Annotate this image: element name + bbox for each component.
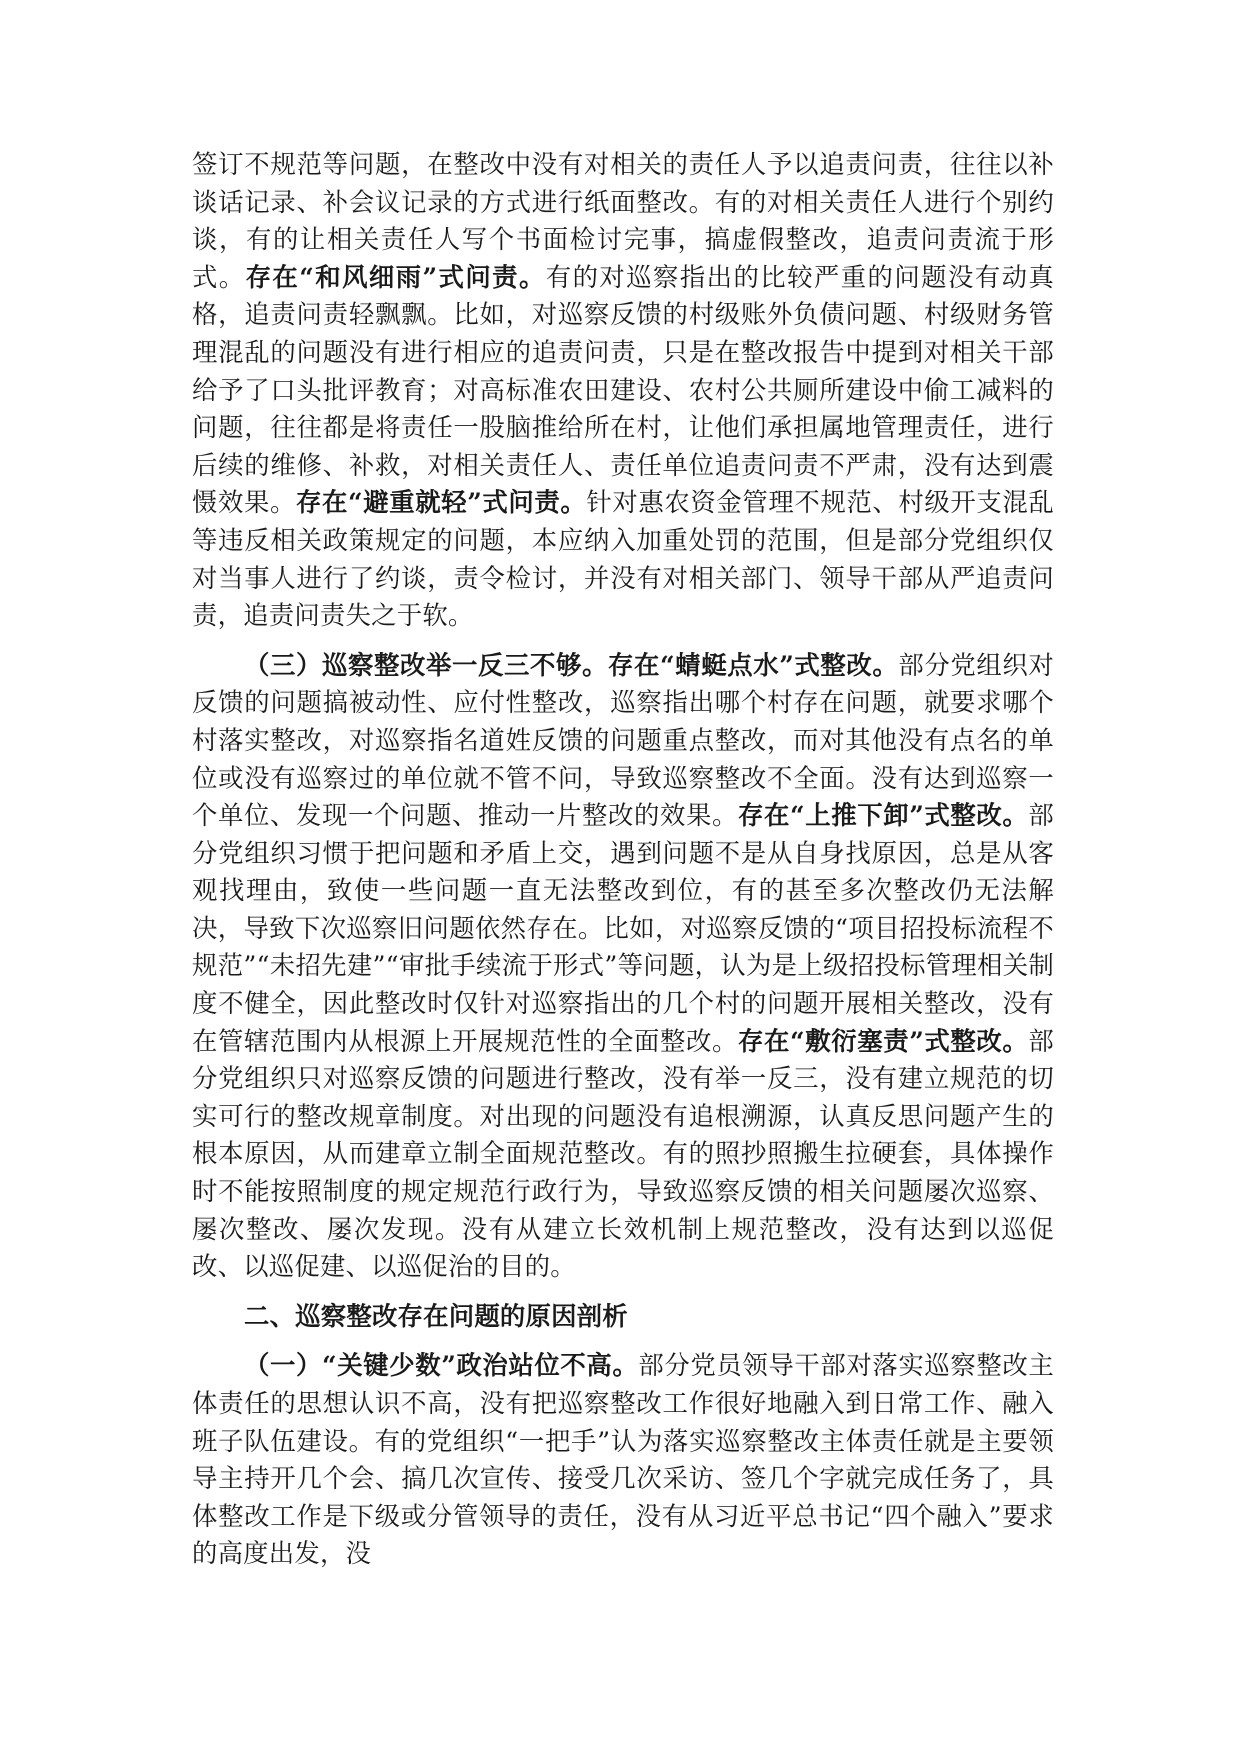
text-segment: 针对惠农资金管理不规范、村级开支混乱等违反相关政策规定的问题，本应纳入加重处罚的范围，但是部分党组织仅对当事人进行了约谈，责令检讨，并没有对相关部门、领导干部从严追责问责，追责问责失之于软。 <box>192 487 1054 631</box>
subsection-heading: （一）“关键少数”政治站位不高。 <box>244 1350 639 1381</box>
subsection-heading: （三）巡察整改举一反三不够。 <box>244 649 608 680</box>
text-segment: 部分党员领导干部对落实巡察整改主体责任的思想认识不高，没有把巡察整改工作很好地融入到日常工作、融入班子队伍建设。有的党组织“一把手”认为落实巡察整改主体责任就是主要领导主持开几个会、搞几次宣传、接受几次采访、签几个字就完成任务了，具体整改工作是下级或分管领导的责任，没有从习近平总书记“四个融入”要求的高度出发，没 <box>192 1350 1054 1569</box>
emphasis-text: 存在“敷衍塞责”式整改。 <box>737 1025 1029 1056</box>
emphasis-text: 存在“蜻蜓点水”式整改。 <box>608 649 899 680</box>
emphasis-text: 存在“避重就轻”式问责。 <box>296 487 587 518</box>
text-segment: 部分党组织习惯于把问题和矛盾上交，遇到问题不是从自身找原因，总是从客观找理由，致使一些问题一直无法整改到位，有的甚至多次整改仍无法解决，导致下次巡察旧问题依然存在。比如，对巡察反馈的“项目招投标流程不规范”“未招先建”“审批手续流于形式”等问题，认为是上级招投标管理相关制度不健全，因此整改时仅针对巡察指出的几个村的问题开展相关整改，没有在管辖范围内从根源上开展规范性的全面整改。 <box>192 800 1054 1056</box>
paragraph-rectification-scope <box>192 647 1054 1286</box>
emphasis-text: 存在“上推下卸”式整改。 <box>737 800 1029 831</box>
paragraph-key-minority <box>192 1347 1054 1573</box>
document-body <box>192 146 1054 1573</box>
text-segment: 部分党组织只对巡察反馈的问题进行整改，没有举一反三，没有建立规范的切实可行的整改规章制度。对出现的问题没有追根溯源，认真反思问题产生的根本原因，从而建章立制全面规范整改。有的照抄照搬生拉硬套，具体操作时不能按照制度的规定规范行政行为，导致巡察反馈的相关问题屡次巡察、屡次整改、屡次发现。没有从建立长效机制上规范整改，没有达到以巡促改、以巡促建、以巡促治的目的。 <box>192 1025 1054 1282</box>
emphasis-text: 存在“和风细雨”式问责。 <box>245 261 546 292</box>
text-segment: 有的对巡察指出的比较严重的问题没有动真格，追责问责轻飘飘。比如，对巡察反馈的村级账外负债问题、村级财务管理混乱的问题没有进行相应的追责问责，只是在整改报告中提到对相关干部给予了口头批评教育；对高标准农田建设、农村公共厕所建设中偷工减料的问题，往往都是将责任一股脑推给所在村，让他们承担属地管理责任，进行后续的维修、补救，对相关责任人、责任单位追责问责不严肃，没有达到震慑效果。 <box>192 261 1054 518</box>
section-heading: 二、巡察整改存在问题的原因剖析 <box>244 1300 628 1331</box>
text-segment: 签订不规范等问题，在整改中没有对相关的责任人予以追责问责，往往以补谈话记录、补会议记录的方式进行纸面整改。有的对相关责任人进行个别约谈，有的让相关责任人写个书面检讨完事，搞虚假整改，追责问责流于形式。 <box>192 149 1054 292</box>
paragraph-accountability <box>192 146 1054 635</box>
text-segment: 部分党组织对反馈的问题搞被动性、应付性整改，巡察指出哪个村存在问题，就要求哪个村落实整改，对巡察指名道姓反馈的问题重点整改，而对其他没有点名的单位或没有巡察过的单位就不管不问，导致巡察整改不全面。没有达到巡察一个单位、发现一个问题、推动一片整改的效果。 <box>192 649 1055 831</box>
